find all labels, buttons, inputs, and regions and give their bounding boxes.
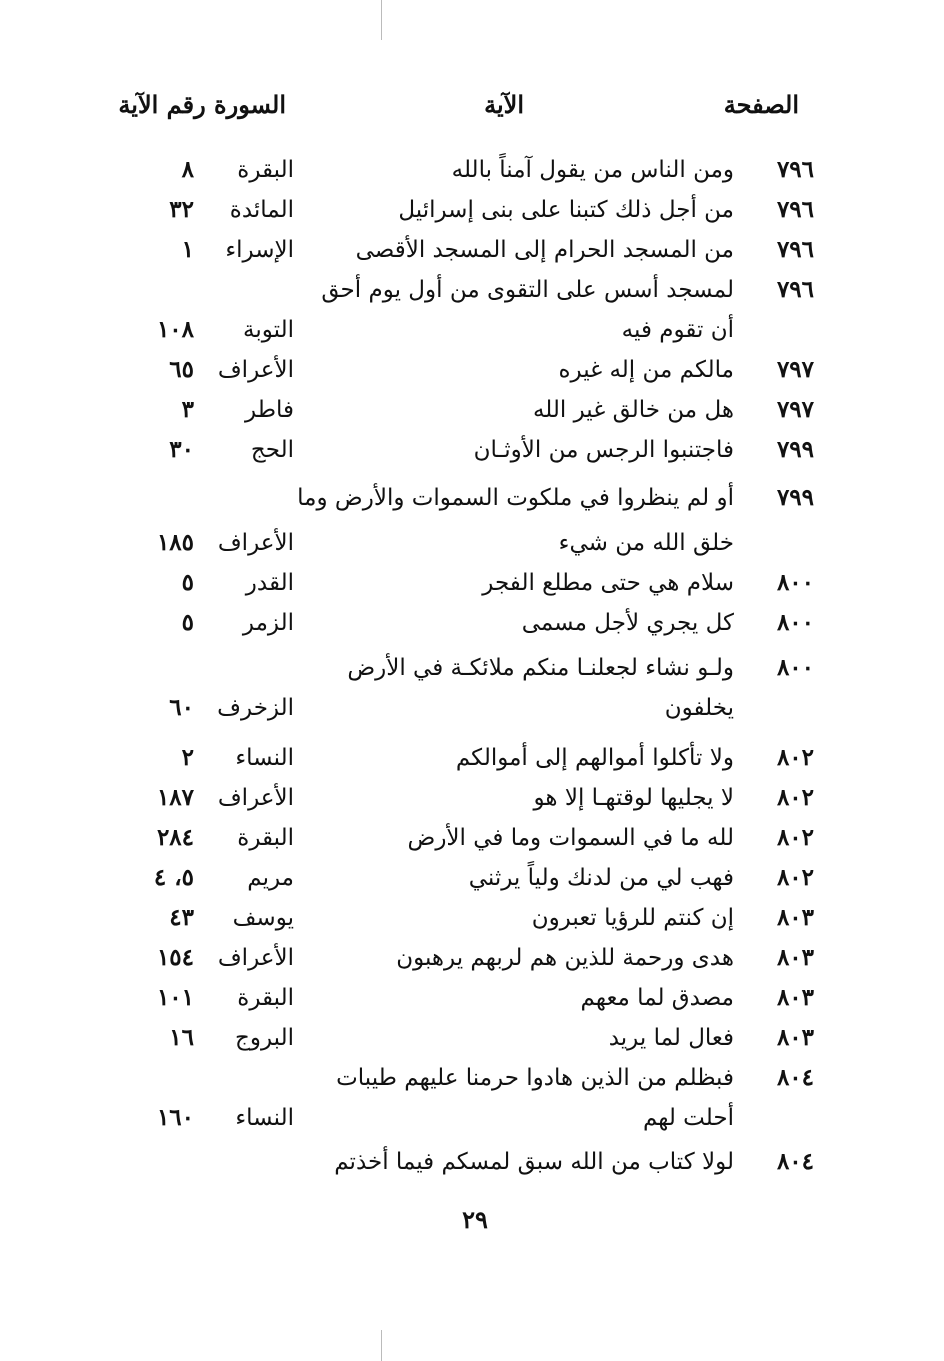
table-row xyxy=(0,230,944,270)
page-cell: ٨٠٢ xyxy=(776,744,814,771)
page-cell: ٨٠٠ xyxy=(776,654,814,681)
verse-cell: من المسجد الحرام إلى المسجد الأقصى xyxy=(355,237,734,263)
page-cell: ٧٩٧ xyxy=(776,396,814,423)
verse-cell: هدى ورحمة للذين هم لربهم يرهبون xyxy=(396,945,734,971)
verse-cell: مصدق لما معهم xyxy=(580,985,734,1011)
verse-cell: ولـو نشاء لجعلنـا منكم ملائكـة في الأرض xyxy=(347,655,734,681)
verse-cell: فهب لي من لدنك ولياً يرثني xyxy=(468,865,734,891)
ayah-number-cell: ١ xyxy=(181,236,194,263)
verse-cell: لمسجد أسس على التقوى من أول يوم أحق xyxy=(321,277,734,303)
table-row xyxy=(0,478,944,518)
table-row xyxy=(0,688,944,728)
table-row xyxy=(0,563,944,603)
table-row xyxy=(0,1058,944,1098)
table-row xyxy=(0,270,944,310)
verse-cell: فعال لما يريد xyxy=(608,1025,734,1051)
table-row xyxy=(0,898,944,938)
ayah-number-cell: ١٥٤ xyxy=(156,944,194,971)
ayah-number-cell: ١٦٠ xyxy=(156,1104,194,1131)
page-cell: ٧٩٩ xyxy=(776,484,814,511)
page-cell: ٧٩٧ xyxy=(776,356,814,383)
ayah-number-cell: ٣٢ xyxy=(169,196,194,223)
table-row xyxy=(0,1098,944,1138)
ayah-number-cell: ١٠١ xyxy=(156,984,194,1011)
ayah-number-cell: ١٠٨ xyxy=(156,316,194,343)
page-cell: ٧٩٦ xyxy=(776,156,814,183)
header-sura-ayah-label: السورة رقم الآية xyxy=(118,90,286,119)
sura-cell: الزخرف xyxy=(217,695,294,721)
sura-cell: النساء xyxy=(235,745,294,771)
verse-cell: ولا تأكلوا أموالهم إلى أموالكم xyxy=(455,745,734,771)
ayah-number-cell: ٥ xyxy=(181,609,194,636)
page-cell: ٨٠٣ xyxy=(776,904,814,931)
verse-cell: إن كنتم للرؤيا تعبرون xyxy=(531,905,734,931)
verse-cell: فاجتنبوا الرجس من الأوثـان xyxy=(473,437,734,463)
verse-cell: من أجل ذلك كتبنا على بنى إسرائيل xyxy=(398,197,734,223)
table-row xyxy=(0,978,944,1018)
page-cell: ٨٠٠ xyxy=(776,569,814,596)
table-row xyxy=(0,523,944,563)
page-cell: ٨٠٢ xyxy=(776,784,814,811)
ayah-number-cell: ٣ xyxy=(181,396,194,423)
header-page-label: الصفحة xyxy=(723,90,799,119)
ayah-number-cell: ٦٠ xyxy=(169,694,194,721)
verse-cell: لولا كتاب من الله سبق لمسكم فيما أخذتم xyxy=(334,1149,734,1175)
table-row xyxy=(0,1142,944,1182)
ayah-number-cell: ٣٠ xyxy=(169,436,194,463)
sura-cell: البقرة xyxy=(237,985,294,1011)
page-cell: ٨٠٢ xyxy=(776,864,814,891)
page-cell: ٧٩٦ xyxy=(776,236,814,263)
sura-cell: الأعراف xyxy=(217,785,294,811)
verse-cell: يخلفون xyxy=(664,695,734,721)
sura-cell: الأعراف xyxy=(217,530,294,556)
ayah-number-cell: ٨ xyxy=(181,156,194,183)
sura-cell: البروج xyxy=(235,1025,294,1051)
verse-cell: هل من خالق غير الله xyxy=(532,397,734,423)
sura-cell: النساء xyxy=(235,1105,294,1131)
verse-cell: أحلت لهم xyxy=(642,1105,734,1131)
table-row xyxy=(0,818,944,858)
header-verse-label: الآية xyxy=(484,90,524,119)
sura-cell: فاطر xyxy=(245,397,294,423)
table-row xyxy=(0,603,944,643)
table-row xyxy=(0,738,944,778)
ayah-number-cell: ١٦ xyxy=(169,1024,194,1051)
table-row xyxy=(0,858,944,898)
page-cell: ٧٩٦ xyxy=(776,196,814,223)
page-cell: ٧٩٦ xyxy=(776,276,814,303)
sura-cell: القدر xyxy=(245,570,294,596)
page-cell: ٨٠٣ xyxy=(776,944,814,971)
sura-cell: التوبة xyxy=(243,317,294,343)
verse-cell: مالكم من إله غيره xyxy=(558,357,734,383)
ayah-number-cell: ٤٣ xyxy=(169,904,194,931)
ayah-number-cell: ١٨٥ xyxy=(156,529,194,556)
sura-cell: المائدة xyxy=(229,197,294,223)
gutter-line xyxy=(381,1330,382,1361)
table-row xyxy=(0,390,944,430)
verse-cell: سلام هي حتى مطلع الفجر xyxy=(482,570,734,596)
gutter-line xyxy=(381,0,382,40)
page-cell: ٧٩٩ xyxy=(776,436,814,463)
page-cell: ٨٠٣ xyxy=(776,984,814,1011)
page-cell: ٨٠٢ xyxy=(776,824,814,851)
sura-cell: مريم xyxy=(247,865,294,891)
verse-cell: كل يجري لأجل مسمى xyxy=(521,610,734,636)
sura-cell: البقرة xyxy=(237,157,294,183)
table-row xyxy=(0,150,944,190)
page-cell: ٨٠٠ xyxy=(776,609,814,636)
table-row xyxy=(0,430,944,470)
sura-cell: الأعراف xyxy=(217,357,294,383)
page-cell: ٨٠٤ xyxy=(776,1064,814,1091)
verse-cell: خلق الله من شيء xyxy=(558,530,734,556)
sura-cell: البقرة xyxy=(237,825,294,851)
ayah-number-cell: ٢٨٤ xyxy=(156,824,194,851)
verse-cell: فبظلم من الذين هادوا حرمنا عليهم طيبات xyxy=(336,1065,734,1091)
sura-cell: الأعراف xyxy=(217,945,294,971)
sura-cell: الحج xyxy=(250,437,294,463)
ayah-number-cell: ٦٥ xyxy=(169,356,194,383)
table-row xyxy=(0,778,944,818)
sura-cell: الإسراء xyxy=(225,237,294,263)
page-number: ٢٩ xyxy=(462,1205,488,1234)
page-cell: ٨٠٣ xyxy=(776,1024,814,1051)
verse-cell: لا يجليها لوقتهـا إلا هو xyxy=(533,785,734,811)
ayah-number-cell: ١٨٧ xyxy=(156,784,194,811)
ayah-number-cell: ٥، ٤ xyxy=(153,864,194,891)
verse-cell: ومن الناس من يقول آمناً بالله xyxy=(451,157,734,183)
sura-cell: الزمر xyxy=(242,610,294,636)
ayah-number-cell: ٥ xyxy=(181,569,194,596)
verse-cell: أو لم ينظروا في ملكوت السموات والأرض وما xyxy=(297,485,734,511)
table-row xyxy=(0,938,944,978)
table-row xyxy=(0,648,944,688)
sura-cell: يوسف xyxy=(232,905,294,931)
ayah-number-cell: ٢ xyxy=(181,744,194,771)
verse-cell: أن تقوم فيه xyxy=(621,317,734,343)
page-cell: ٨٠٤ xyxy=(776,1148,814,1175)
table-row xyxy=(0,190,944,230)
table-row xyxy=(0,350,944,390)
table-row xyxy=(0,1018,944,1058)
verse-cell: لله ما في السموات وما في الأرض xyxy=(407,825,734,851)
table-row xyxy=(0,310,944,350)
